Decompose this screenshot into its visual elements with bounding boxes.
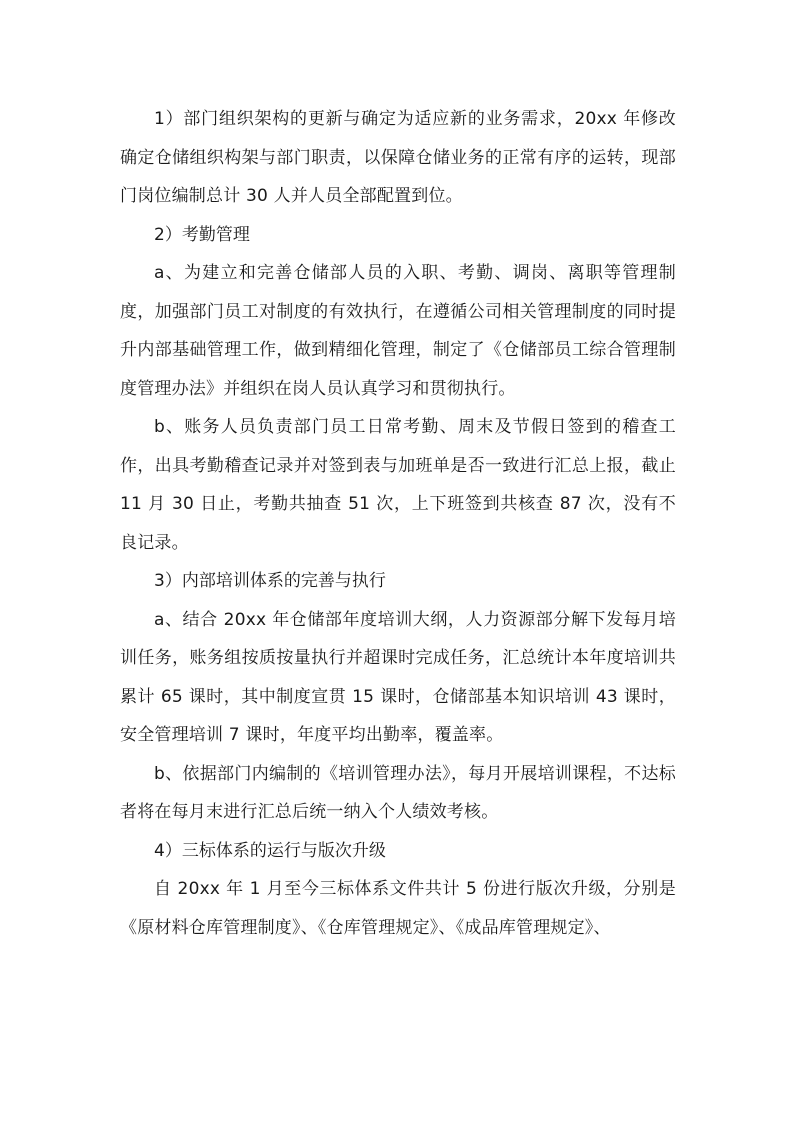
paragraph-training-b: b、依据部门内编制的《培训管理办法》，每月开展培训课程，不达标者将在每月末进行汇总后统一纳入个人绩效考核。: [120, 763, 676, 822]
paragraph-attendance-b: b、账务人员负责部门员工日常考勤、周末及节假日签到的稽查工作，出具考勤稽查记录并对签到表与加班单是否一致进行汇总上报，截止 11 月 30 日止，考勤共抽查 51 次，上下班签到共核查 87 次，没有不良记录。: [120, 417, 676, 553]
heading-three-standard-system: 4）三标体系的运行与版次升级: [154, 840, 386, 861]
document-page: [120, 100, 676, 947]
heading-training-system: 3）内部培训体系的完善与执行: [154, 571, 386, 591]
heading-attendance-management: 2）考勤管理: [154, 224, 250, 245]
paragraph-attendance-a: a、为建立和完善仓储部人员的入职、考勤、调岗、离职等管理制度，加强部门员工对制度的有效执行，在遵循公司相关管理制度的同时提升内部基础管理工作，做到精细化管理，制定了《仓储部员工综合管理制度管理办法》并组织在岗人员认真学习和贯彻执行。: [120, 263, 676, 399]
paragraph-training-a: a、结合 20xx 年仓储部年度培训大纲，人力资源部分解下发每月培训任务，账务组按质按量执行并超课时完成任务，汇总统计本年度培训共累计 65 课时，其中制度宣贯 15 课时，仓储部基本知识培训 43 课时，安全管理培训 7 课时，年度平均出勤率，覆盖率。: [120, 609, 676, 745]
paragraph-org-structure: 1）部门组织架构的更新与确定为适应新的业务需求，20xx 年修改确定仓储组织构架与部门职责，以保障仓储业务的正常有序的运转，现部门岗位编制总计 30 人并人员全部配置到位。: [120, 109, 676, 206]
paragraph-version-upgrade: 自 20xx 年 1 月至今三标体系文件共计 5 份进行版次升级，分别是《原材料仓库管理制度》、《仓库管理规定》、《成品库管理规定》、: [120, 879, 676, 938]
